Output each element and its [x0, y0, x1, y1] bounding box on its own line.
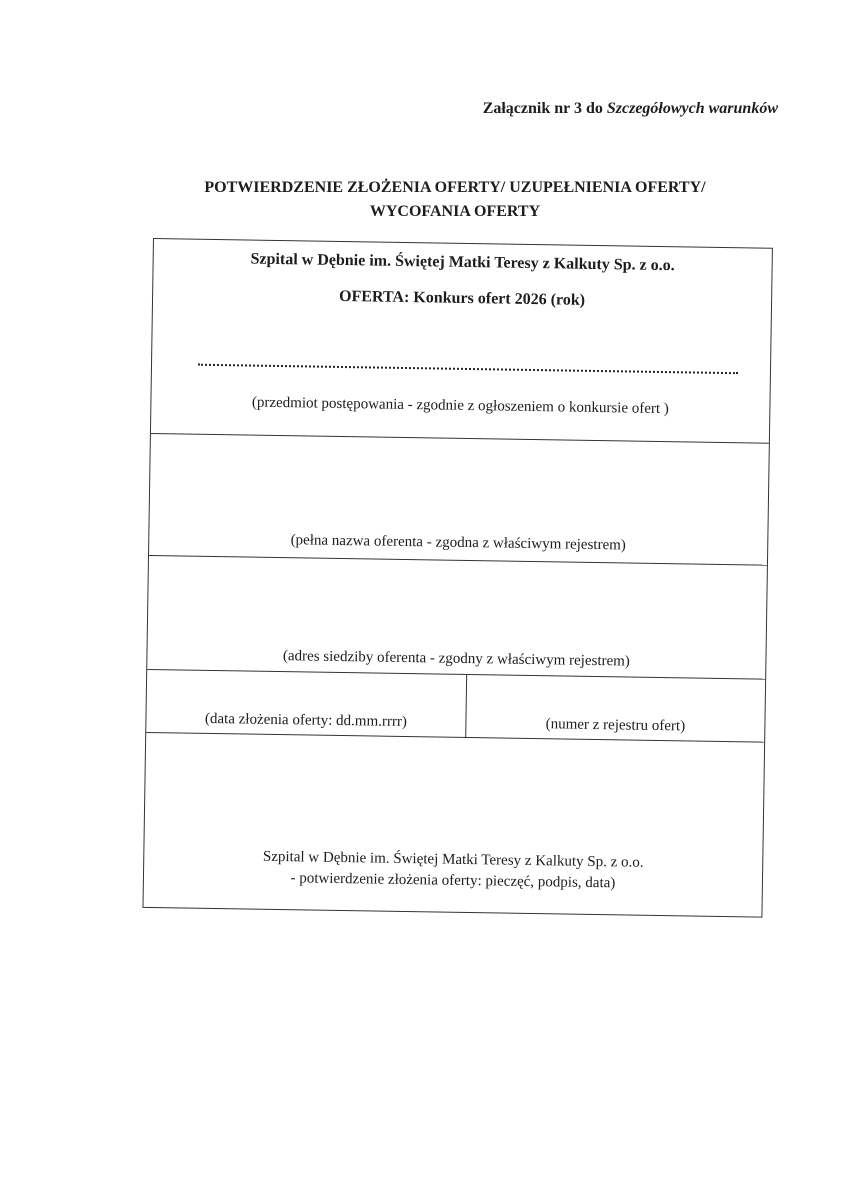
annex-italic: Szczegółowych warunków — [606, 100, 778, 117]
subject-caption: (przedmiot postępowania - zgodnie z ogłoszeniem o konkursie ofert ) — [251, 394, 669, 418]
subject-fill-line[interactable] — [198, 364, 738, 374]
confirmation-form — [142, 238, 772, 918]
section-confirmation-stamp[interactable] — [143, 733, 764, 917]
hospital-name: Szpital w Dębnie im. Świętej Matki Teresy z Kalkuty Sp. z o.o. — [250, 250, 675, 275]
annex-label — [483, 100, 778, 118]
offeror-name-caption: (pełna nazwa oferenta - zgodna z właściwym rejestrem) — [290, 532, 626, 554]
title-line-2: WYCOFANIA OFERTY — [369, 203, 541, 220]
stamp-caption-line-1: Szpital w Dębnie im. Świętej Matki Teresy z Kalkuty Sp. z o.o. — [262, 848, 644, 871]
date-cell[interactable] — [146, 670, 467, 738]
document-title — [150, 176, 760, 224]
annex-prefix: Załącznik nr 3 do — [482, 100, 607, 117]
offer-line: OFERTA: Konkurs ofert 2026 (rok) — [338, 287, 586, 309]
title-line-1: POTWIERDZENIE ZŁOŻENIA OFERTY/ UZUPEŁNIENIA OFERTY/ — [204, 179, 706, 196]
date-caption: (data złożenia oferty: dd.mm.rrrr) — [204, 710, 408, 731]
offeror-address-caption: (adres siedziby oferenta - zgodny z właściwym rejestrem) — [282, 648, 631, 670]
register-number-cell[interactable] — [466, 675, 765, 743]
section-offeror-name[interactable] — [149, 434, 769, 566]
stamp-caption — [144, 845, 763, 897]
section-date-register — [146, 670, 765, 743]
section-offer-subject — [151, 239, 772, 444]
stamp-caption-line-2: - potwierdzenie złożenia oferty: pieczęć, podpis, data) — [290, 870, 616, 892]
register-number-caption: (numer z rejestru ofert) — [545, 716, 686, 735]
section-offeror-address[interactable] — [147, 556, 767, 680]
